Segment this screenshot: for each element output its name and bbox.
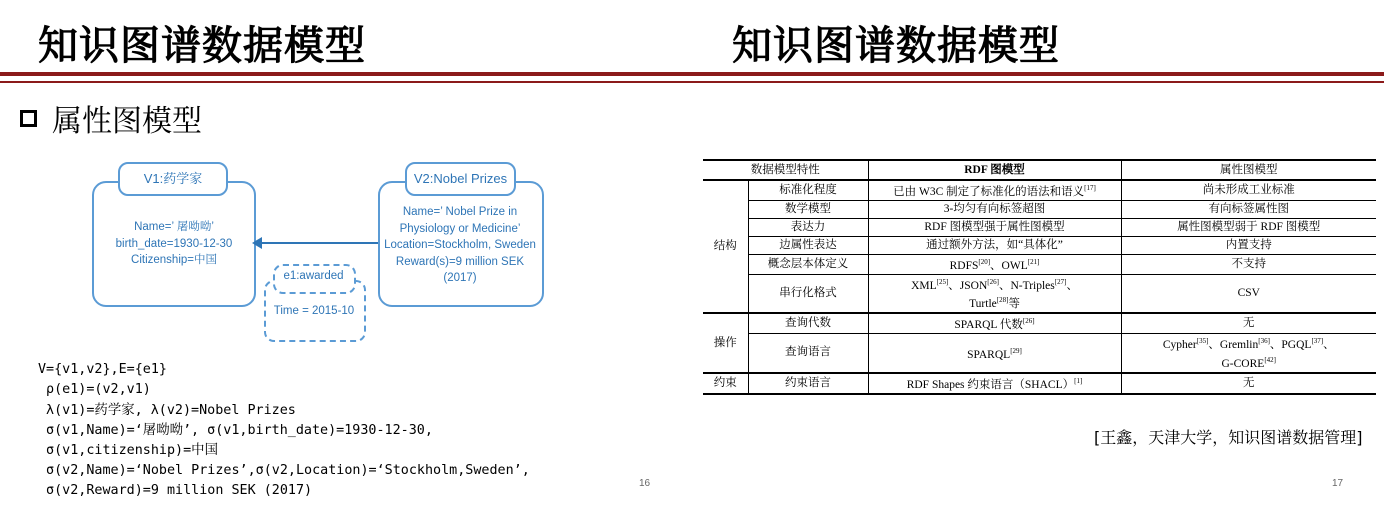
section-heading: 属性图模型	[52, 104, 202, 139]
formal-line: V={v1,v2},E={e1}	[38, 362, 167, 378]
row-pg: 内置支持	[1121, 236, 1376, 254]
row-feature: 数学模型	[748, 200, 868, 218]
formal-line: σ(v2,Name)=‘Nobel Prizes’,σ(v2,Location)=‘Stockholm,Sweden’,	[38, 463, 530, 479]
row-feature: 查询代数	[748, 313, 868, 333]
edge-e1-line	[260, 242, 378, 244]
formal-line: ρ(e1)=(v2,v1)	[38, 382, 151, 398]
row-rdf: 3-均匀有向标签超图	[868, 200, 1121, 218]
row-rdf: RDF Shapes 约束语言（SHACL）[1]	[868, 373, 1121, 394]
formal-line: σ(v1,Name)=‘屠呦呦’, σ(v1,birth_date)=1930-12-30,	[38, 422, 433, 438]
formal-definition	[38, 340, 530, 522]
row-rdf: 已由 W3C 制定了标准化的语法和语义[17]	[868, 180, 1121, 200]
vertex-v1-title: V1:药学家	[118, 162, 228, 196]
source-citation: [王鑫，天津大学，知识图谱数据管理]	[1094, 428, 1363, 447]
row-feature: 概念层本体定义	[748, 254, 868, 274]
row-pg: 属性图模型弱于 RDF 图模型	[1121, 218, 1376, 236]
vertex-v2-properties	[378, 204, 542, 287]
row-rdf: SPARQL[29]	[868, 334, 1121, 373]
header-feature: 数据模型特性	[703, 160, 868, 180]
v2-prop-reward: Reward(s)=9 million SEK	[395, 255, 525, 268]
table-row	[703, 334, 1376, 373]
left-page-number: 16	[639, 478, 651, 489]
vertex-v1-properties	[92, 219, 256, 269]
table-row	[703, 180, 1376, 200]
row-pg: 无	[1121, 373, 1376, 394]
right-page-number: 17	[1332, 478, 1344, 489]
formal-line: λ(v1)=药学家, λ(v2)=Nobel Prizes	[38, 402, 296, 418]
row-pg: Cypher[35]、Gremlin[36]、PGQL[37]、 G-CORE[42]	[1121, 334, 1376, 373]
row-rdf: RDFS[20]、OWL[21]	[868, 254, 1121, 274]
v1-prop-name: Name=’ 屠呦呦’	[134, 221, 214, 233]
formal-line: σ(v2,Reward)=9 million SEK (2017)	[38, 483, 313, 499]
row-feature: 表达力	[748, 218, 868, 236]
edge-arrowhead-icon	[252, 237, 262, 249]
right-slide-title: 知识图谱数据模型	[732, 23, 1060, 69]
edge-e1-property: Time = 2015-10	[273, 305, 355, 317]
header-rdf: RDF 图模型	[868, 160, 1121, 180]
comparison-table	[703, 159, 1376, 395]
header-divider	[0, 72, 1384, 76]
v2-prop-reward-year: (2017)	[443, 272, 477, 284]
group-operation: 操作	[703, 313, 748, 372]
row-rdf: RDF 图模型强于属性图模型	[868, 218, 1121, 236]
left-slide-title: 知识图谱数据模型	[38, 23, 366, 69]
v1-prop-citizenship: Citizenship=中国	[131, 254, 217, 266]
row-rdf: 通过额外方法，如“具体化”	[868, 236, 1121, 254]
vertex-v2-title: V2:Nobel Prizes	[405, 162, 516, 196]
row-rdf: XML[25]、JSON[26]、N-Triples[27]、 Turtle[28]等	[868, 274, 1121, 313]
table-row	[703, 236, 1376, 254]
header-divider-thin	[0, 81, 1384, 83]
row-feature: 查询语言	[748, 334, 868, 373]
row-feature: 约束语言	[748, 373, 868, 394]
table-row	[703, 218, 1376, 236]
row-pg: CSV	[1121, 274, 1376, 313]
table-row	[703, 254, 1376, 274]
v1-prop-birth: birth_date=1930-12-30	[115, 237, 233, 250]
row-pg: 不支持	[1121, 254, 1376, 274]
table-header-row	[703, 160, 1376, 180]
table-row	[703, 373, 1376, 394]
table-row	[703, 313, 1376, 333]
row-pg: 有向标签属性图	[1121, 200, 1376, 218]
group-structure: 结构	[703, 180, 748, 313]
v2-prop-name: Name=’ Nobel Prize in	[402, 206, 518, 218]
formal-line: σ(v1,citizenship)=中国	[38, 443, 218, 459]
row-feature: 串行化格式	[748, 274, 868, 313]
group-constraint: 约束	[703, 373, 748, 394]
row-feature: 边属性表达	[748, 236, 868, 254]
row-rdf: SPARQL 代数[26]	[868, 313, 1121, 333]
table-row	[703, 274, 1376, 313]
row-feature: 标准化程度	[748, 180, 868, 200]
table-row	[703, 200, 1376, 218]
row-pg: 无	[1121, 313, 1376, 333]
row-pg: 尚未形成工业标准	[1121, 180, 1376, 200]
v2-prop-location: Location=Stockholm, Sweden	[384, 239, 536, 251]
header-pg: 属性图模型	[1121, 160, 1376, 180]
v2-prop-name-cont: Physiology or Medicine’	[399, 222, 521, 235]
edge-e1-label: e1:awarded	[283, 270, 344, 282]
bullet-square-icon	[20, 110, 37, 127]
